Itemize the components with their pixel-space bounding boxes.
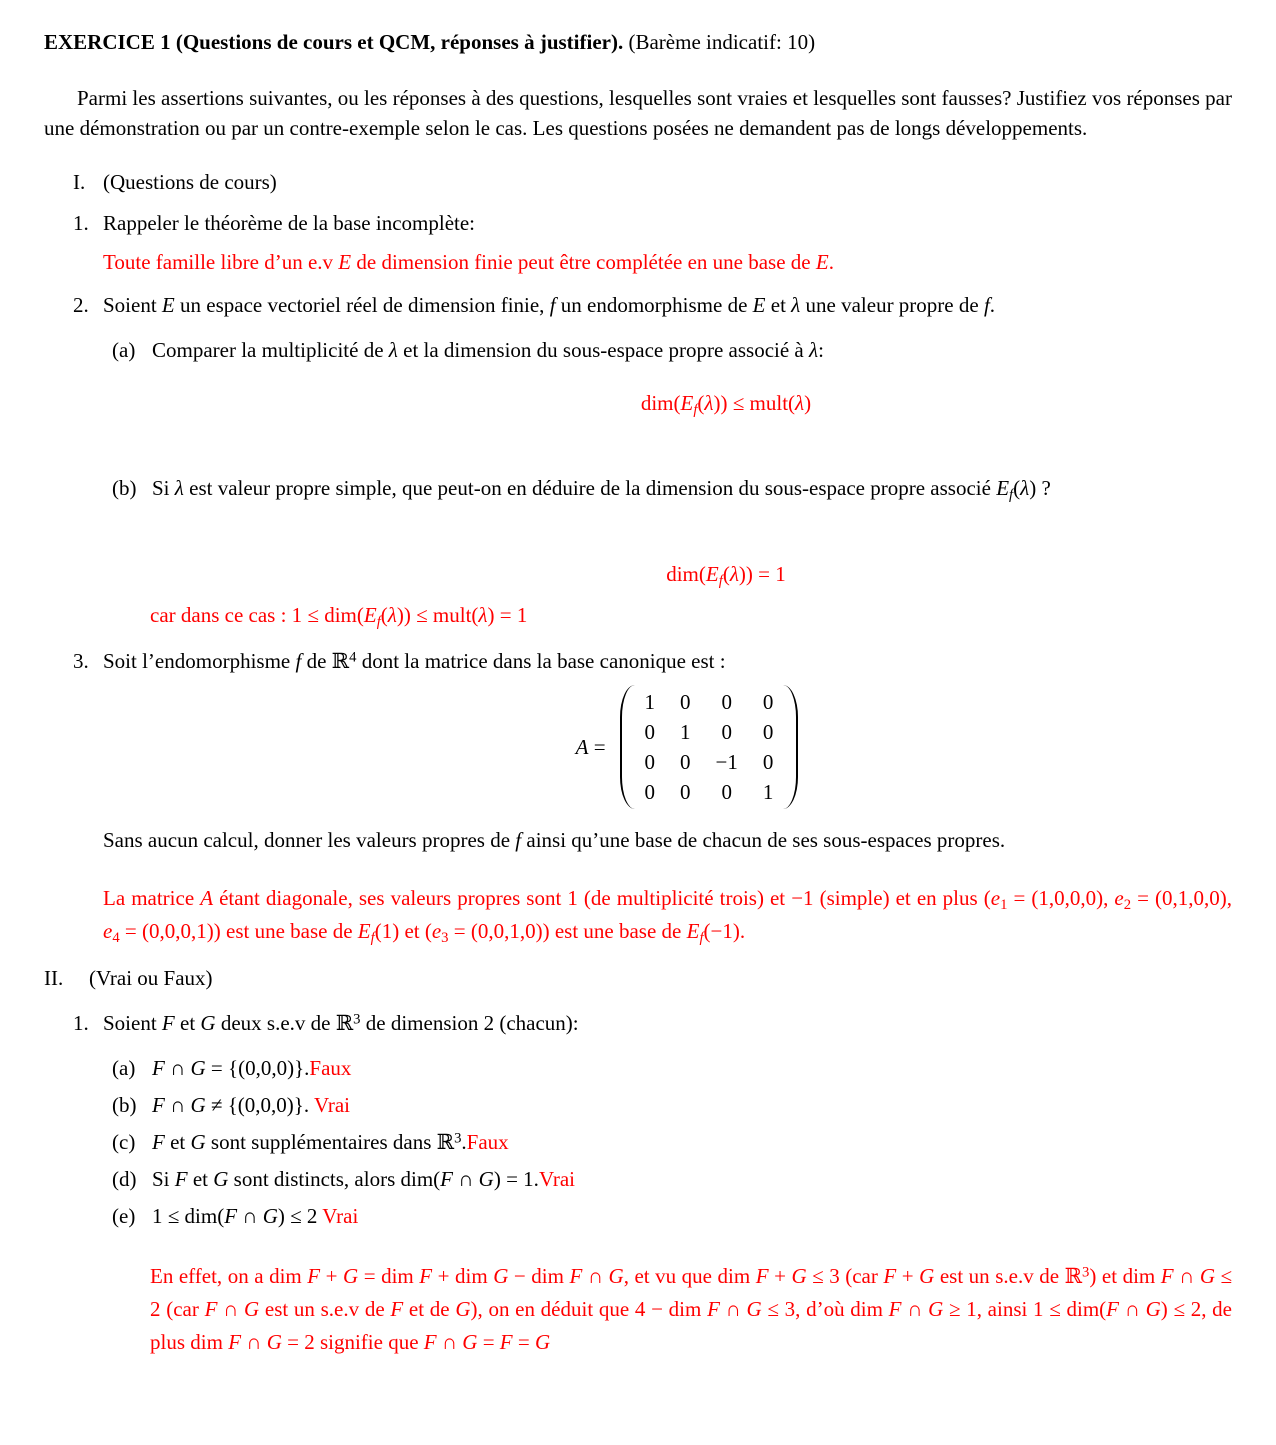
tf-item-e [112, 1201, 1232, 1231]
question-3 [73, 646, 1232, 676]
section-ii-title: (Vrai ou Faux) [89, 966, 213, 990]
matrix-cell: 1 [680, 720, 691, 744]
tf-item-c-verdict: Faux [466, 1130, 509, 1154]
exercise-title-bold: EXERCICE 1 (Questions de cours et QCM, réponses à justifier). [44, 30, 624, 54]
equation-b: $dim(E_f(\lambda)) = 1$ [666, 562, 786, 590]
question-2 [73, 290, 1232, 320]
matrix-cell: 1 [762, 780, 774, 804]
tf-item-b-verdict: Vrai [313, 1093, 351, 1117]
question-3-number: 3. [73, 649, 89, 673]
matrix-cell: 0 [644, 780, 656, 804]
section-i-title: (Questions de cours) [103, 170, 277, 194]
matrix-right-paren-icon [781, 685, 798, 809]
subquestion-b-text: Si λ est valeur propre simple, que peut-on en déduire de la dimension du sous-espace propre associé $E_f(\lambda)$ ? [152, 476, 1051, 504]
section-i-heading [73, 167, 1232, 197]
tf-item-d-text [152, 1164, 1232, 1194]
tf-item-d [112, 1164, 1232, 1194]
tf-item-d-label: (d) [112, 1167, 137, 1191]
question-ii-1-number: 1. [73, 1011, 89, 1035]
equation-a: $dim(E_f(\lambda))$ ≤ mult(λ) [640, 391, 812, 419]
note-b: car dans ce cas : $1 \le dim(E_f(\lambda))$ ≤ mult(λ) = 1 [150, 603, 528, 631]
question-2-number: 2. [73, 293, 89, 317]
tf-item-b-text [152, 1090, 1232, 1120]
matrix-left-paren-icon [620, 685, 637, 809]
matrix-cell: 1 [644, 690, 656, 714]
tf-item-b-label: (b) [112, 1093, 137, 1117]
question-ii-1 [73, 1008, 1232, 1038]
tf-item-c [112, 1127, 1232, 1157]
matrix-cell: −1 [715, 750, 738, 774]
tf-item-d-verdict: Vrai [538, 1167, 575, 1191]
question-ii-1-text: Soient F et G deux s.e.v de ℝ$^3$ de dimension 2 (chacun): [103, 1011, 579, 1035]
tf-item-c-statement: F et G sont supplémentaires dans ℝ$^3$. [152, 1130, 467, 1154]
section-ii-number: II. [44, 966, 64, 990]
matrix-cell: 0 [721, 780, 732, 804]
subquestion-a [112, 335, 1232, 365]
subquestion-a-text: Comparer la multiplicité de λ et la dimension du sous-espace propre associé à λ: [152, 338, 824, 362]
section-ii-heading [44, 963, 1232, 993]
tf-item-c-text [152, 1127, 1232, 1157]
matrix-lhs: A = [575, 735, 606, 759]
question-1-text: Rappeler le théorème de la base incomplète: [103, 211, 476, 235]
exercise-title-scale: (Barème indicatif: 10) [623, 30, 816, 54]
tf-item-a-text [152, 1053, 1232, 1083]
tf-item-a [112, 1053, 1232, 1083]
matrix [620, 685, 799, 809]
tf-item-a-statement: F ∩ G = {(0,0,0)}. [152, 1056, 310, 1080]
subquestion-b [112, 473, 1232, 503]
matrix-cell: 0 [762, 690, 774, 714]
answer-1: Toute famille libre d’un e.v E de dimension finie peut être complétée en une base de E. [103, 250, 834, 274]
matrix-grid [637, 685, 782, 809]
tf-item-e-label: (e) [112, 1204, 136, 1228]
answer-3: La matrice A étant diagonale, ses valeurs propres sont 1 (de multiplicité trois) et −1 (simple) et en plus ($e_1 = (1,0,0,0)$, $e_2 = (0,1,0,0)$, $e_4 = (0,0,0,1)$) est une base de $E_f(1)$ et $(e_3 = (0,0,1,0))$ est une base de $E_f(-1)$. [103, 886, 1232, 947]
matrix-cell: 0 [644, 720, 656, 744]
exercise-title [44, 27, 1232, 57]
matrix-display [44, 685, 1232, 809]
matrix-cell: 0 [721, 720, 732, 744]
tf-item-e-verdict: Vrai [322, 1204, 359, 1228]
matrix-cell: 0 [762, 720, 774, 744]
question-3-continued: Sans aucun calcul, donner les valeurs propres de f ainsi qu’une base de chacun de ses sous-espaces propres. [103, 828, 1006, 852]
tf-item-c-label: (c) [112, 1130, 136, 1154]
intro-paragraph: Parmi les assertions suivantes, ou les réponses à des questions, lesquelles sont vraies et lesquelles sont fausses? Justifiez vos réponses par une démonstration ou par un contre-exemple selon le cas. Les questions posées ne demandent pas de longs développements. [44, 86, 1232, 140]
matrix-cell: 0 [680, 780, 691, 804]
tf-item-e-statement: 1 ≤ dim(F ∩ G) ≤ 2 [152, 1204, 323, 1228]
explanation-paragraph: En effet, on a dim F + G = dim F + dim G − dim F ∩ G, et vu que dim F + G ≤ 3 (car F + G est un s.e.v de ℝ$^3$) et dim F ∩ G ≤ 2 (car F ∩ G est un s.e.v de F et de G), on en déduit que 4 − dim F ∩ G ≤ 3, d’où dim F ∩ G ≥ 1, ainsi 1 ≤ dim(F ∩ G) ≤ 2, de plus dim F ∩ G = 2 signifie que F ∩ G = F = G [150, 1264, 1233, 1354]
question-1-number: 1. [73, 211, 89, 235]
question-2-text: Soient E un espace vectoriel réel de dimension finie, f un endomorphisme de E et λ une valeur propre de f. [103, 293, 996, 317]
question-1 [73, 208, 1232, 238]
true-false-list [44, 1053, 1232, 1231]
tf-item-b-statement: F ∩ G ≠ {(0,0,0)}. [152, 1093, 314, 1117]
matrix-cell: 0 [762, 750, 774, 774]
subquestion-b-label: (b) [112, 476, 137, 500]
subquestion-a-label: (a) [112, 338, 136, 362]
tf-item-a-label: (a) [112, 1056, 136, 1080]
tf-item-e-text [152, 1201, 1232, 1231]
tf-item-b [112, 1090, 1232, 1120]
section-i-number: I. [73, 170, 86, 194]
tf-item-a-verdict: Faux [309, 1056, 352, 1080]
matrix-cell: 0 [721, 690, 732, 714]
tf-item-d-statement: Si F et G sont distincts, alors dim(F ∩ G) = 1. [152, 1167, 539, 1191]
matrix-cell: 0 [644, 750, 656, 774]
question-3-text: Soit l’endomorphisme f de ℝ$^4$ dont la matrice dans la base canonique est : [103, 649, 726, 673]
matrix-cell: 0 [680, 750, 691, 774]
matrix-cell: 0 [680, 690, 691, 714]
